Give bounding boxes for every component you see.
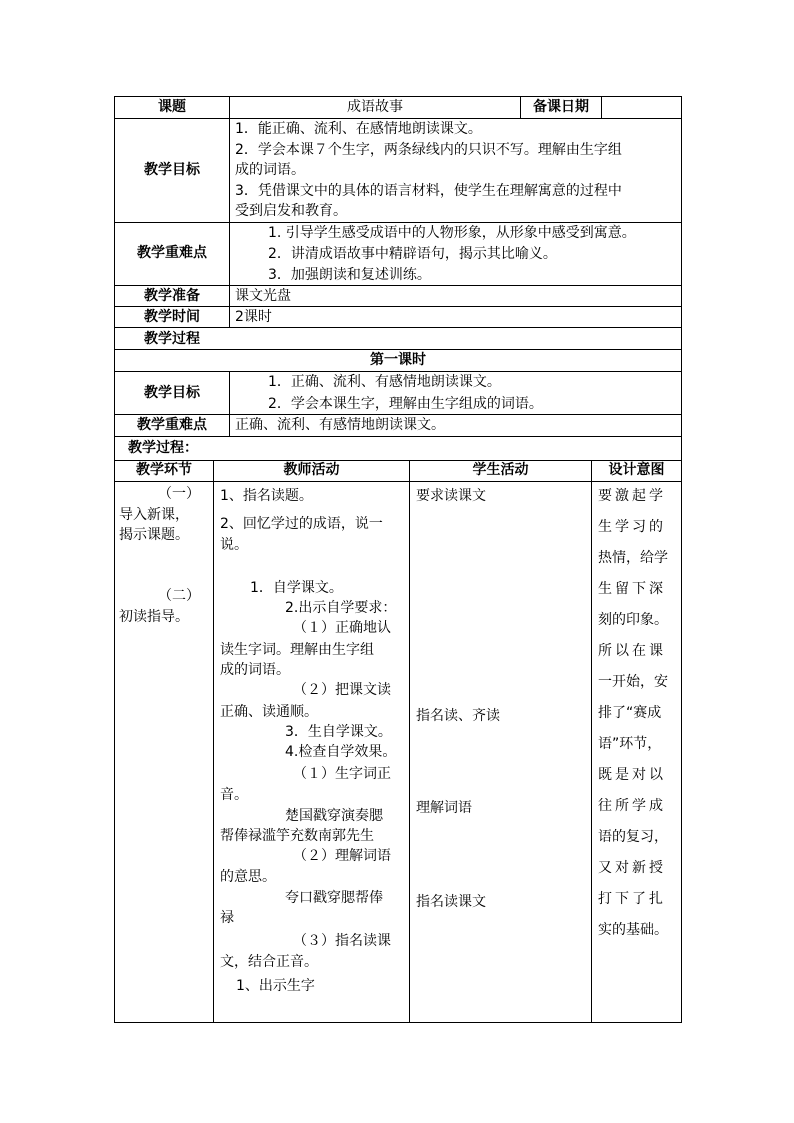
- design-line: 生留下深: [598, 581, 666, 597]
- teacher-line: 楚国戳穿演奏腮: [285, 808, 383, 824]
- prep-label: 教学准备: [144, 288, 200, 304]
- design-line: 打下了扎: [598, 891, 666, 907]
- teacher-line: 1．自学课文。: [250, 580, 343, 596]
- teacher-line: 2、回忆学过的成语，说一: [220, 516, 383, 532]
- time-value: 2课时: [235, 309, 272, 325]
- teacher-line: 夸口戳穿腮帮俸: [285, 890, 383, 906]
- student-activity: 指名读课文: [416, 894, 486, 910]
- teacher-line: （２）把课文读: [293, 682, 391, 698]
- lesson1-goal-line: 1．正确、流利、有感情地朗读课文。: [268, 374, 501, 390]
- design-line: 所以在课: [598, 643, 666, 659]
- col-header-design: 设计意图: [608, 462, 665, 478]
- goals-line: 3．凭借课文中的具体的语言材料，使学生在理解寓意的过程中: [235, 183, 622, 199]
- topic-value: 成语故事: [347, 99, 403, 115]
- process-label: 教学过程: [144, 331, 200, 347]
- teacher-line: （３）指名读课: [293, 933, 391, 949]
- student-activity: 要求读课文: [416, 488, 486, 504]
- lesson1-key-value: 正确、流利、有感情地朗读课文。: [235, 417, 445, 433]
- teacher-line: 4.检查自学效果。: [285, 744, 397, 760]
- goals-label: 教学目标: [144, 162, 200, 178]
- design-line: 生学习的: [598, 519, 666, 535]
- design-line: 语”环节，: [598, 736, 662, 752]
- design-line: 一开始，安: [598, 674, 668, 690]
- teacher-line: 的意思。: [220, 869, 276, 885]
- design-line: 热情，给学: [598, 550, 668, 566]
- goals-line: 受到启发和教育。: [235, 203, 347, 219]
- teacher-line: 禄: [220, 910, 234, 926]
- key-point-line: 2．讲清成语故事中精辟语句，揭示其比喻义。: [268, 246, 557, 262]
- teacher-line: 帮俸禄滥竽充数南郭先生: [220, 828, 374, 844]
- lesson1-process-label: 教学过程：: [128, 440, 198, 456]
- design-line: 语的复习，: [598, 829, 668, 845]
- lesson1-goal-line: 2．学会本课生字，理解由生字组成的词语。: [268, 396, 543, 412]
- time-label: 教学时间: [144, 309, 200, 325]
- col-header-student: 学生活动: [472, 462, 529, 478]
- design-line: 既是对以: [598, 767, 666, 783]
- teacher-line: 音。: [220, 787, 248, 803]
- key-point-line: 1. 引导学生感受成语中的人物形象，从形象中感受到寓意。: [268, 225, 636, 241]
- stage-1-text: 揭示课题。: [119, 527, 189, 543]
- prep-date-label: 备课日期: [533, 99, 589, 115]
- teacher-line: 成的词语。: [220, 662, 290, 678]
- lesson1-key-label: 教学重难点: [137, 417, 207, 433]
- stage-1-number: （一）: [158, 486, 200, 502]
- teacher-line: 1、出示生字: [236, 978, 315, 994]
- design-line: 又对新授: [598, 860, 666, 876]
- col-header-teacher: 教师活动: [283, 462, 340, 478]
- teacher-line: 说。: [220, 537, 248, 553]
- design-line: 刻的印象。: [598, 612, 668, 628]
- student-activity: 理解词语: [416, 800, 472, 816]
- key-point-line: 3．加强朗读和复述训练。: [268, 267, 431, 283]
- key-points-label: 教学重难点: [137, 245, 207, 261]
- teacher-line: （１）正确地认: [293, 620, 391, 636]
- design-line: 要激起学: [598, 488, 666, 504]
- teacher-line: 1、指名读题。: [220, 488, 313, 504]
- teacher-line: 正确、读通顺。: [220, 704, 318, 720]
- teacher-line: 读生字词。理解由生字组: [220, 642, 374, 658]
- design-line: 往所学成: [598, 798, 666, 814]
- teacher-line: （１）生字词正: [293, 766, 391, 782]
- stage-2-number: （二）: [158, 588, 200, 604]
- goals-line: 成的词语。: [235, 162, 305, 178]
- goals-line: 2．学会本课７个生字，两条绿线内的只识不写。理解由生字组: [235, 142, 622, 158]
- prep-value: 课文光盘: [235, 288, 291, 304]
- lesson1-goals-label: 教学目标: [144, 385, 200, 401]
- stage-2-text: 初读指导。: [119, 609, 189, 625]
- design-line: 排了“赛成: [598, 705, 662, 721]
- teacher-line: （２）理解词语: [293, 848, 391, 864]
- teacher-line: 文，结合正音。: [220, 954, 318, 970]
- goals-line: 1．能正确、流利、在感情地朗读课文。: [235, 121, 482, 137]
- teacher-line: 3．生自学课文。: [285, 724, 392, 740]
- student-activity: 指名读、齐读: [416, 708, 500, 724]
- stage-1-text: 导入新课，: [119, 507, 189, 523]
- col-header-stage: 教学环节: [136, 462, 192, 478]
- topic-label: 课题: [158, 99, 186, 115]
- design-line: 实的基础。: [598, 922, 668, 938]
- teacher-line: 2.出示自学要求：: [285, 600, 397, 616]
- lesson1-title: 第一课时: [370, 352, 426, 368]
